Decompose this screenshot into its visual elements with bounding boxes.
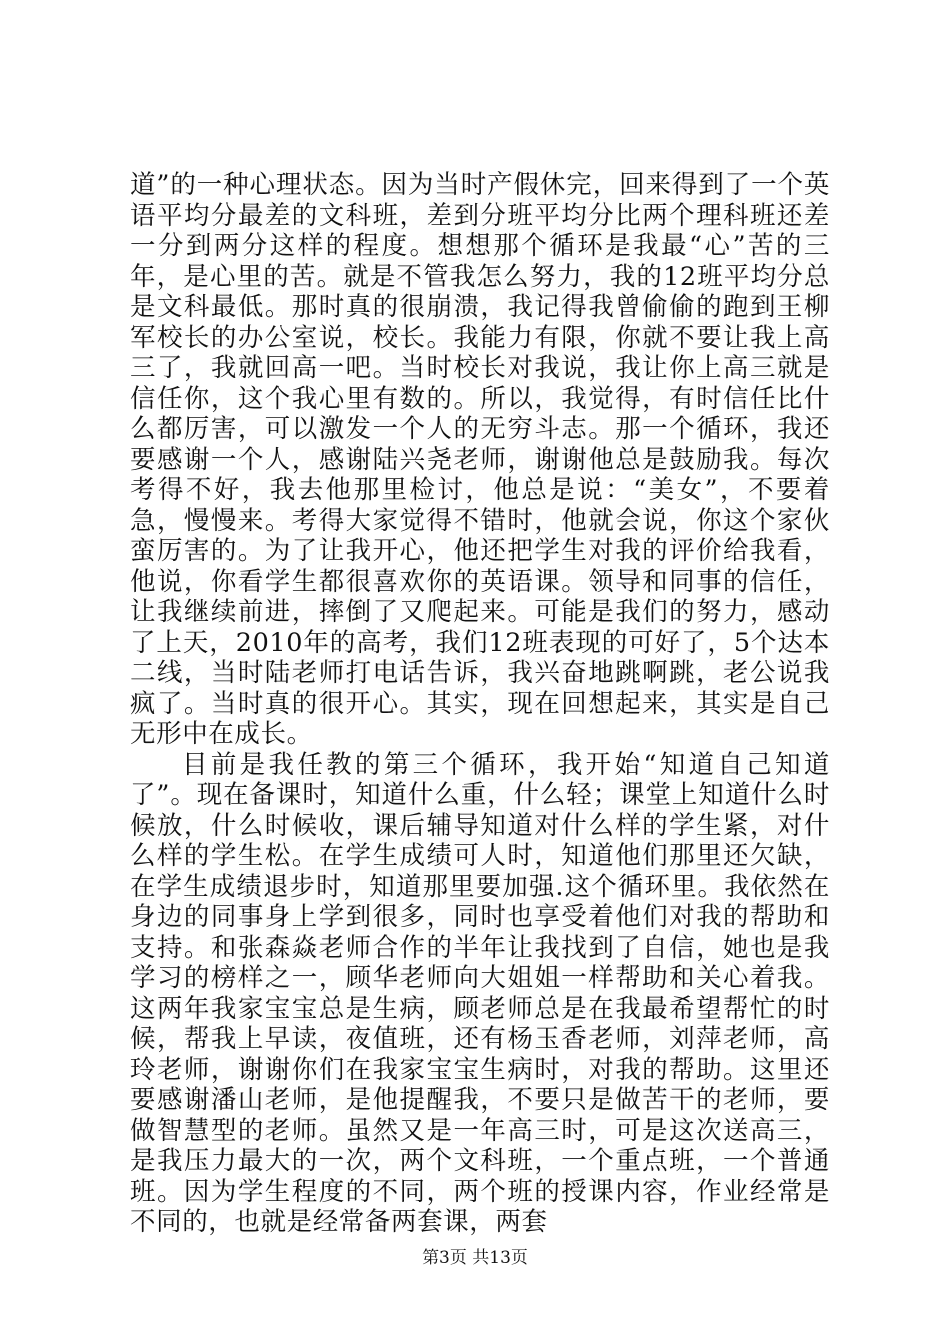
page-footer: 第3页 共13页 [422, 1248, 528, 1268]
body-text [130, 170, 830, 1238]
paragraph-1: 道”的一种心理状态。因为当时产假休完，回来得到了一个英语平均分最差的文科班，差到分班平均分比两个理科班还差一分到两分这样的程度。想想那个循环是我最“心”苦的三年，是心里的苦。就是不管我怎么努力，我的12班平均分总是文科最低。那时真的很崩溃，我记得我曾偷偷的跑到王柳军校长的办公室说，校长。我能力有限，你就不要让我上高三了，我就回高一吧。当时校长对我说，我让你上高三就是信任你，这个我心里有数的。所以，我觉得，有时信任比什么都厉害，可以激发一个人的无穷斗志。那一个循环，我还要感谢一个人，感谢陆兴尧老师，谢谢他总是鼓励我。每次考得不好，我去他那里检讨，他总是说：“美女”，不要着急，慢慢来。考得大家觉得不错时，他就会说，你这个家伙蛮厉害的。为了让我开心，他还把学生对我的评价给我看，他说，你看学生都很喜欢你的英语课。领导和同事的信任，让我继续前进，摔倒了又爬起来。可能是我们的努力，感动了上天，2010年的高考，我们12班表现的可好了，5个达本二线，当时陆老师打电话告诉，我兴奋地跳啊跳，老公说我疯了。当时真的很开心。其实，现在回想起来，其实是自己无形中在成长。 [130, 170, 830, 749]
paragraph-2: 目前是我任教的第三个循环，我开始“知道自己知道了”。现在备课时，知道什么重，什么轻；课堂上知道什么时候放，什么时候收，课后辅导知道对什么样的学生紧，对什么样的学生松。在学生成绩可人时，知道他们那里还欠缺，在学生成绩退步时，知道那里要加强.这个循环里。我依然在身边的同事身上学到很多，同时也享受着他们对我的帮助和支持。和张森焱老师合作的半年让我找到了自信，她也是我学习的榜样之一，顾华老师向大姐姐一样帮助和关心着我。这两年我家宝宝总是生病，顾老师总是在我最希望帮忙的时候，帮我上早读，夜值班，还有杨玉香老师，刘萍老师，高玲老师，谢谢你们在我家宝宝生病时，对我的帮助。这里还要感谢潘山老师，是他提醒我，不要只是做苦干的老师，要做智慧型的老师。虽然又是一年高三时，可是这次送高三，是我压力最大的一次，两个文科班，一个重点班，一个普通班。因为学生程度的不同，两个班的授课内容，作业经常是不同的，也就是经常备两套课，两套 [130, 749, 830, 1237]
